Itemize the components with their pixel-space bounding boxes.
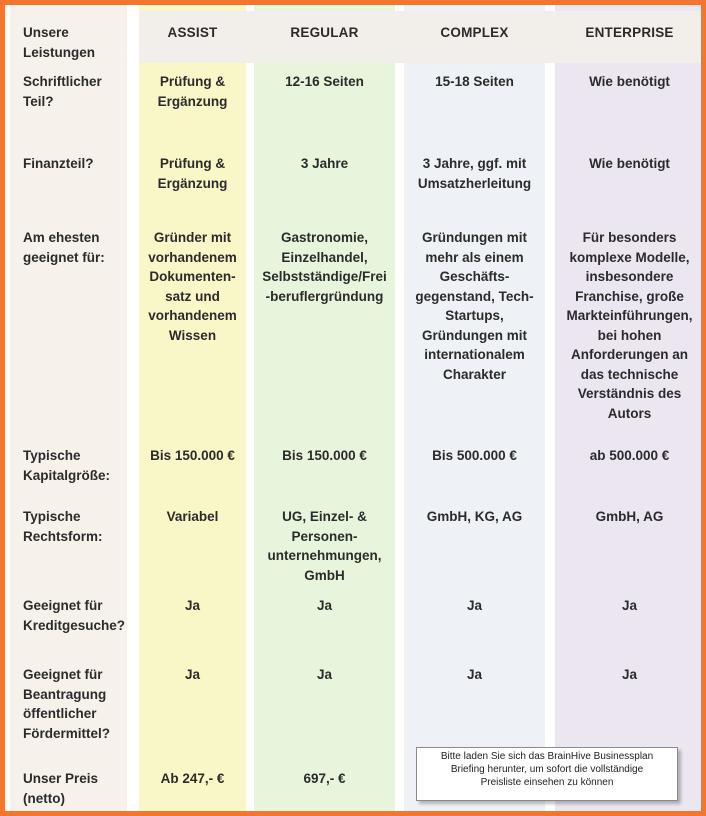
row-funding-label-line: Beantragung <box>23 686 107 702</box>
row-suited-assist-line: Wissen <box>168 327 217 343</box>
row-price-regular <box>254 769 395 789</box>
row-credit-assist-line: Ja <box>184 598 201 613</box>
price-list-note-line: Bitte laden Sie sich das BrainHive Businessplan <box>440 751 654 762</box>
row-suited-regular-line: Gastronomie, <box>280 230 369 245</box>
row-suited-complex-line: gegenstand, Tech- <box>415 288 534 304</box>
row-suited-complex-line: Charakter <box>442 366 507 382</box>
row-funding-regular-line: Ja <box>316 667 333 682</box>
header-assist: ASSIST <box>167 25 218 40</box>
row-funding-label <box>23 665 135 743</box>
header-complex: COMPLEX <box>440 25 509 40</box>
row-finance-assist-line: Prüfung & <box>159 156 226 171</box>
row-funding-enterprise <box>555 665 704 685</box>
header-label <box>23 23 135 62</box>
row-price-label <box>23 769 135 808</box>
row-funding-enterprise-line: Ja <box>621 667 638 682</box>
row-capital-enterprise <box>555 446 704 466</box>
row-written-assist <box>139 72 246 111</box>
row-written-label <box>23 72 135 111</box>
row-suited-label-line: geeignet für: <box>23 249 105 265</box>
row-price-assist-line: Ab 247,- € <box>160 771 225 786</box>
row-suited-assist-line: vorhandenem <box>148 249 237 265</box>
regular-column-bg <box>254 5 395 816</box>
header-enterprise: ENTERPRISE <box>585 25 674 40</box>
row-suited-regular-line: -beruflergründung <box>265 288 384 304</box>
row-finance-regular-line: 3 Jahre <box>300 156 349 171</box>
row-legal-label-line: Typische <box>23 509 81 524</box>
assist-column-bg <box>139 5 246 816</box>
row-funding-assist-line: Ja <box>184 667 201 682</box>
row-written-regular-line: 12-16 Seiten <box>285 74 364 89</box>
row-written-label-line: Schriftlicher <box>23 74 102 89</box>
row-suited-label-line: Am ehesten <box>23 230 100 245</box>
row-funding-label-line: Fördermittel? <box>23 725 111 741</box>
row-suited-regular-line: Selbstständige/Frei <box>262 269 387 284</box>
row-price-label-line: Unser Preis <box>23 771 99 786</box>
row-legal-complex-line: GmbH, KG, AG <box>426 509 523 524</box>
row-capital-regular-line: Bis 150.000 € <box>282 448 367 463</box>
price-list-note-line: Briefing herunter, um sofort die vollständige <box>450 764 644 775</box>
row-legal-regular-line: unternehmungen, <box>267 548 382 563</box>
row-suited-enterprise-line: Autors <box>607 405 652 421</box>
row-suited-complex-line: internationalem <box>424 347 525 362</box>
row-legal-regular-line: GmbH <box>304 567 345 583</box>
row-finance-regular <box>254 154 395 174</box>
row-price-assist <box>139 769 246 789</box>
complex-column-bg <box>404 5 545 816</box>
row-written-regular <box>254 72 395 92</box>
row-capital-label-line: Kapitalgröße: <box>23 467 111 483</box>
price-list-note-line: Preisliste einsehen zu können <box>480 777 614 788</box>
row-suited-complex-line: Startups, <box>445 308 504 323</box>
header-label-line: Leistungen <box>23 44 96 60</box>
row-suited-complex-line: Geschäfts- <box>439 269 510 284</box>
row-suited-complex-line: Gründungen mit <box>422 230 527 245</box>
row-legal-enterprise <box>555 507 704 527</box>
row-suited-complex <box>404 228 545 384</box>
row-credit-regular <box>254 596 395 616</box>
row-suited-enterprise-line: insbesondere <box>585 269 674 284</box>
row-written-assist-line: Ergänzung <box>157 93 228 109</box>
row-suited-complex-line: mehr als einem <box>425 249 524 265</box>
row-legal-enterprise-line: GmbH, AG <box>595 509 664 524</box>
row-funding-complex <box>404 665 545 685</box>
row-finance-complex-line: Umsatzherleitung <box>417 175 532 191</box>
row-legal-assist <box>139 507 246 527</box>
row-funding-label-line: öffentlicher <box>23 706 97 721</box>
row-legal-label-line: Rechtsform: <box>23 528 103 544</box>
row-funding-label-line: Geeignet für <box>23 667 103 682</box>
row-legal-assist-line: Variabel <box>166 509 219 524</box>
row-suited-complex-line: Gründungen mit <box>422 327 527 343</box>
row-credit-enterprise <box>555 596 704 616</box>
row-suited-enterprise-line: bei hohen <box>597 327 662 343</box>
row-finance-label-line: Finanzteil? <box>23 156 94 171</box>
row-finance-complex <box>404 154 545 193</box>
row-credit-complex-line: Ja <box>466 598 483 613</box>
row-suited-assist <box>139 228 246 345</box>
row-capital-assist <box>139 446 246 466</box>
row-suited-assist-line: vorhandenem <box>148 308 237 323</box>
row-finance-enterprise <box>555 154 704 174</box>
row-suited-enterprise-line: komplexe Modelle, <box>569 249 690 265</box>
row-written-complex <box>404 72 545 92</box>
row-suited-enterprise-line: Verständnis des <box>577 386 682 401</box>
row-legal-regular <box>254 507 395 585</box>
row-suited-assist-line: satz und <box>165 288 220 304</box>
row-funding-regular <box>254 665 395 685</box>
header-regular: REGULAR <box>290 25 359 40</box>
row-capital-complex-line: Bis 500.000 € <box>432 448 517 463</box>
row-suited-regular <box>254 228 395 306</box>
row-price-regular-line: 697,- € <box>303 771 346 786</box>
row-written-enterprise-line: Wie benötigt <box>589 74 670 89</box>
row-capital-assist-line: Bis 150.000 € <box>150 448 235 463</box>
row-suited-enterprise-line: Franchise, große <box>575 288 684 304</box>
row-written-assist-line: Prüfung & <box>159 74 226 89</box>
row-suited-enterprise-line: Markteinführungen, <box>566 308 693 323</box>
row-capital-label-line: Typische <box>23 448 81 463</box>
row-written-enterprise <box>555 72 704 92</box>
row-funding-complex-line: Ja <box>466 667 483 682</box>
row-suited-assist-line: Dokumenten- <box>149 269 236 284</box>
row-capital-complex <box>404 446 545 466</box>
row-capital-label <box>23 446 135 485</box>
row-funding-assist <box>139 665 246 685</box>
row-finance-complex-line: 3 Jahre, ggf. mit <box>422 156 527 171</box>
row-credit-regular-line: Ja <box>316 598 333 613</box>
row-written-complex-line: 15-18 Seiten <box>435 74 514 89</box>
row-finance-enterprise-line: Wie benötigt <box>589 156 670 171</box>
row-legal-regular-line: UG, Einzel- & <box>282 509 367 524</box>
row-credit-complex <box>404 596 545 616</box>
row-capital-enterprise-line: ab 500.000 € <box>589 448 670 463</box>
row-suited-enterprise-line: Für besonders <box>582 230 677 245</box>
row-credit-label <box>23 596 135 635</box>
row-legal-regular-line: Personen- <box>291 528 358 544</box>
row-finance-label <box>23 154 135 174</box>
row-finance-assist <box>139 154 246 193</box>
row-legal-complex <box>404 507 545 527</box>
row-suited-enterprise-line: das technische <box>580 366 679 382</box>
row-suited-assist-line: Gründer mit <box>153 230 232 245</box>
price-list-note <box>416 747 678 801</box>
row-suited-enterprise-line: Anforderungen an <box>571 347 688 362</box>
row-written-label-line: Teil? <box>23 93 54 109</box>
row-suited-enterprise <box>555 228 704 423</box>
row-credit-assist <box>139 596 246 616</box>
row-price-label-line: (netto) <box>23 790 65 806</box>
row-suited-label <box>23 228 135 267</box>
header-label-line: Unsere <box>23 25 69 40</box>
row-capital-regular <box>254 446 395 466</box>
row-finance-assist-line: Ergänzung <box>157 175 228 191</box>
row-legal-label <box>23 507 135 546</box>
row-credit-label-line: Kreditgesuche? <box>23 617 126 633</box>
row-credit-label-line: Geeignet für <box>23 598 103 613</box>
row-credit-enterprise-line: Ja <box>621 598 638 613</box>
row-suited-regular-line: Einzelhandel, <box>281 249 368 265</box>
